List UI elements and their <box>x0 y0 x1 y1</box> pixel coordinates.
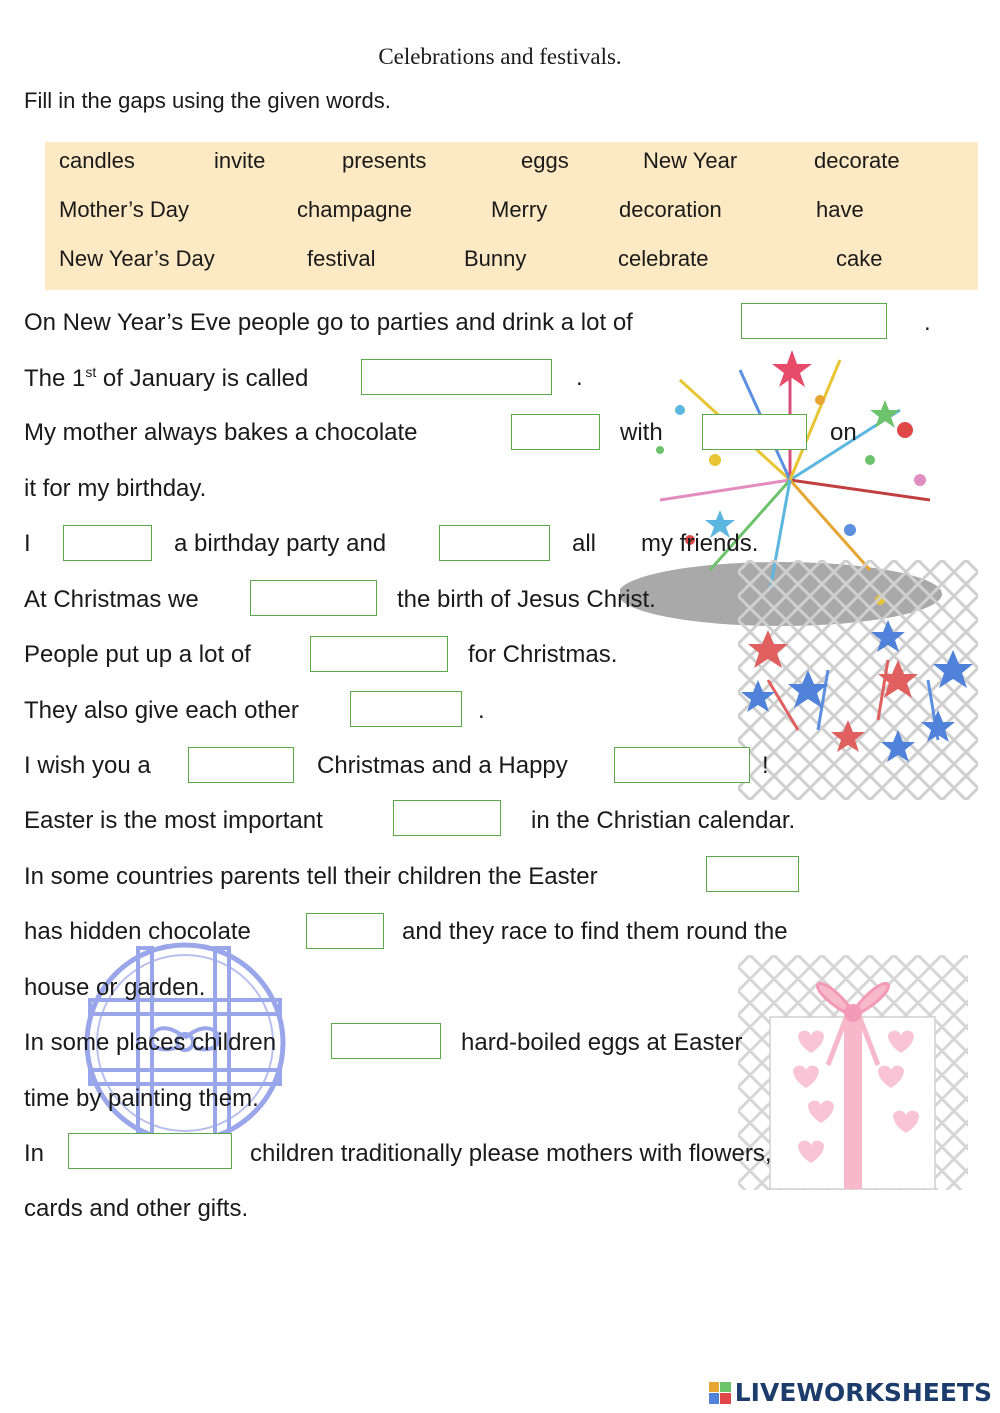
sentence-text: all <box>572 530 597 557</box>
word-bank-item: celebrate <box>618 246 709 271</box>
word-bank-item: Merry <box>491 197 548 222</box>
gift-box-illustration <box>738 955 968 1190</box>
sentence-text: for Christmas. <box>468 641 618 668</box>
sentence-3-text: My mother always bakes a chocolate <box>24 419 418 446</box>
word-bank-item: candles <box>59 148 135 173</box>
gap-input-13[interactable] <box>706 856 799 892</box>
sentence-text: and they race to find them round the <box>402 918 788 945</box>
gap-input-1[interactable] <box>741 303 887 339</box>
sentence-12-text: In some places children <box>24 1029 277 1056</box>
gap-input-7[interactable] <box>250 580 377 616</box>
word-bank-item: Mother’s Day <box>59 197 190 222</box>
sentence-text: a birthday party and <box>174 530 387 557</box>
sentence-9-text: Easter is the most important <box>24 807 323 834</box>
sentence-text: On New Year’s Eve people go to parties and drink a lot of <box>24 309 633 336</box>
word-bank-item: Bunny <box>464 246 527 271</box>
word-bank-item: have <box>816 197 864 222</box>
brand-name: LIVEWORKSHEETS <box>734 1378 992 1407</box>
sentence-4-text: I <box>24 530 31 557</box>
sentence-11-text: has hidden chocolate <box>24 918 251 945</box>
sentence-text: . <box>576 364 583 391</box>
word-bank <box>45 142 978 290</box>
word-bank-item: New Year <box>643 148 738 173</box>
gap-input-11[interactable] <box>614 747 750 783</box>
sentence-3-continuation: it for my birthday. <box>24 475 207 502</box>
logo-icon <box>709 1382 731 1404</box>
gap-input-6[interactable] <box>439 525 550 561</box>
sentence-text: of January is called <box>96 365 309 392</box>
word-bank-item: invite <box>214 148 266 173</box>
starburst-illustration <box>738 560 978 800</box>
sentence-11-continuation: house or garden. <box>24 974 206 1001</box>
sentence-text: . <box>924 309 931 336</box>
sentence-text: Christmas and a Happy <box>317 752 568 779</box>
word-bank-item: decorate <box>814 148 900 173</box>
worksheet-title: Celebrations and festivals. <box>378 44 622 69</box>
sentence-text: with <box>620 419 663 446</box>
gap-input-16[interactable] <box>68 1133 232 1169</box>
word-bank-item: champagne <box>297 197 412 222</box>
sentence-12-continuation: time by painting them. <box>24 1085 259 1112</box>
gap-input-4[interactable] <box>702 414 807 450</box>
word-bank-item: cake <box>836 246 883 271</box>
gap-input-12[interactable] <box>393 800 501 836</box>
sentence-7-text: They also give each other <box>24 697 299 724</box>
gap-input-3[interactable] <box>511 414 600 450</box>
sentence-6-text: People put up a lot of <box>24 641 251 668</box>
sentence-2 <box>24 364 308 393</box>
sentence-text: ! <box>762 752 769 779</box>
sentence-text: children traditionally please mothers with flowers, <box>250 1140 772 1167</box>
sentence-text: in the Christian calendar. <box>531 807 796 834</box>
sentence-13-text: In <box>24 1140 45 1167</box>
sentence-text: my friends. <box>641 530 759 557</box>
superscript: st <box>85 364 97 380</box>
sentence-text: . <box>478 697 485 724</box>
gap-input-2[interactable] <box>361 359 552 395</box>
word-bank-item: eggs <box>521 148 569 173</box>
word-bank-item: New Year’s Day <box>59 246 215 271</box>
word-bank-item: decoration <box>619 197 722 222</box>
sentence-10-text: In some countries parents tell their children the Easter <box>24 863 598 890</box>
gap-input-8[interactable] <box>310 636 448 672</box>
sentence-13-continuation: cards and other gifts. <box>24 1195 249 1222</box>
sentence-text: the birth of Jesus Christ. <box>397 586 656 613</box>
gap-input-9[interactable] <box>350 691 462 727</box>
sentence-5-text: At Christmas we <box>24 586 199 613</box>
instruction-text: Fill in the gaps using the given words. <box>24 88 391 113</box>
sentence-text: on <box>830 419 857 446</box>
word-bank-item: presents <box>342 148 427 173</box>
gap-input-5[interactable] <box>63 525 152 561</box>
gap-input-15[interactable] <box>331 1023 441 1059</box>
sentence-8-text: I wish you a <box>24 752 151 779</box>
liveworksheets-logo <box>709 1378 992 1407</box>
gap-input-10[interactable] <box>188 747 294 783</box>
sentence-text: hard-boiled eggs at Easter <box>461 1029 743 1056</box>
gap-input-14[interactable] <box>306 913 384 949</box>
word-bank-item: festival <box>307 246 376 271</box>
sentence-text: The 1 <box>24 365 86 392</box>
